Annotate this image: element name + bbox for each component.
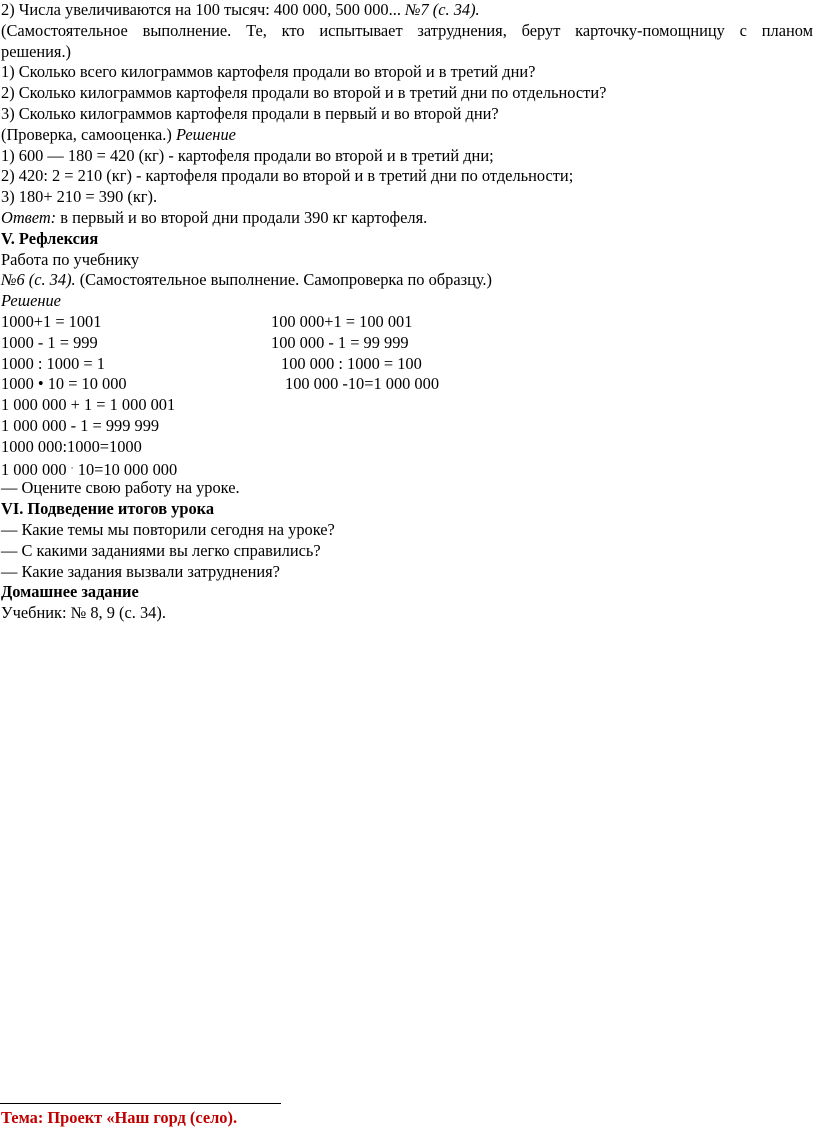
intro-line-1: (Самостоятельное выполнение. Те, кто испытывает затруднения, берут карточку-помощницу с планом — [1, 20, 813, 40]
section5-solution-label: Решение — [1, 291, 61, 311]
calc-row-2 — [1, 333, 813, 354]
section6-item-2: — С какими заданиями вы легко справились? — [1, 540, 321, 560]
answer-label: Ответ: — [1, 207, 57, 227]
calc-left-1: 1000+1 = 1001 — [1, 311, 102, 331]
calc-extra-4 — [1, 458, 813, 479]
check-text: (Проверка, самооценка.) — [1, 124, 176, 144]
calc-mult-right: 10=10 000 000 — [73, 459, 178, 479]
section6-item-1: — Какие темы мы повторили сегодня на уроке? — [1, 519, 335, 539]
section5-title: V. Рефлексия — [1, 228, 99, 248]
calc-mult-dot: · — [70, 462, 74, 473]
section5-work: Работа по учебнику — [1, 249, 140, 269]
section5-task-ref: №6 (с. 34). — [1, 270, 76, 290]
task2-line — [1, 0, 813, 21]
answer-text: в первый и во второй дни продали 390 кг картофеля. — [56, 207, 428, 227]
calc-left-4: 1000 • 10 = 10 000 — [1, 374, 127, 394]
homework-text: Учебник: № 8, 9 (с. 34). — [1, 603, 166, 623]
question-2: 2) Сколько килограммов картофеля продали во второй и в третий дни по отдельности? — [1, 83, 607, 103]
calc-left-2: 1000 - 1 = 999 — [1, 332, 98, 352]
calc-left-3: 1000 : 1000 = 1 — [1, 353, 105, 373]
calc-row-3 — [1, 354, 813, 375]
calc-extra-3: 1000 000:1000=1000 — [1, 436, 142, 456]
section6-item-3: — Какие задания вызвали затруднения? — [1, 561, 280, 581]
calc-right-2: 100 000 - 1 = 99 999 — [271, 332, 409, 352]
task2-ref: №7 (с. 34). — [405, 0, 480, 19]
answer-line — [1, 208, 813, 229]
calc-row-1 — [1, 312, 813, 333]
calc-row-4 — [1, 374, 813, 395]
task2-text: 2) Числа увеличиваются на 100 тысяч: 400 000, 500 000... — [1, 0, 406, 19]
calc-right-3: 100 000 : 1000 = 100 — [281, 353, 422, 373]
calc-right-1: 100 000+1 = 100 001 — [271, 311, 413, 331]
footnote-rule — [0, 1103, 281, 1104]
solution-step-2: 2) 420: 2 = 210 (кг) - картофеля продали во второй и в третий дни по отдельности; — [1, 166, 574, 186]
document-page — [1, 0, 813, 624]
footer-topic: Тема: Проект «Наш горд (село). — [1, 1108, 238, 1127]
calc-right-4: 100 000 -10=1 000 000 — [285, 374, 440, 394]
section6-title: VI. Подведение итогов урока — [1, 499, 215, 519]
section5-task-line — [1, 270, 813, 291]
question-3: 3) Сколько килограммов картофеля продали в первый и во второй дни? — [1, 103, 499, 123]
homework-title: Домашнее задание — [1, 582, 139, 602]
solution-step-1: 1) 600 — 180 = 420 (кг) - картофеля продали во второй и в третий дни; — [1, 145, 494, 165]
calc-extra-2: 1 000 000 - 1 = 999 999 — [1, 415, 160, 435]
section5-task-text: (Самостоятельное выполнение. Самопроверка по образцу.) — [75, 270, 492, 290]
check-line — [1, 125, 813, 146]
solution-step-3: 3) 180+ 210 = 390 (кг). — [1, 187, 158, 207]
intro-line-2: решения.) — [1, 41, 72, 61]
check-label: Решение — [175, 124, 236, 144]
question-1: 1) Сколько всего килограммов картофеля продали во второй и в третий дни? — [1, 62, 536, 82]
calc-extra-1: 1 000 000 + 1 = 1 000 001 — [1, 395, 176, 415]
assess-line: — Оцените свою работу на уроке. — [1, 478, 240, 498]
calc-mult-left: 1 000 000 — [1, 459, 71, 479]
